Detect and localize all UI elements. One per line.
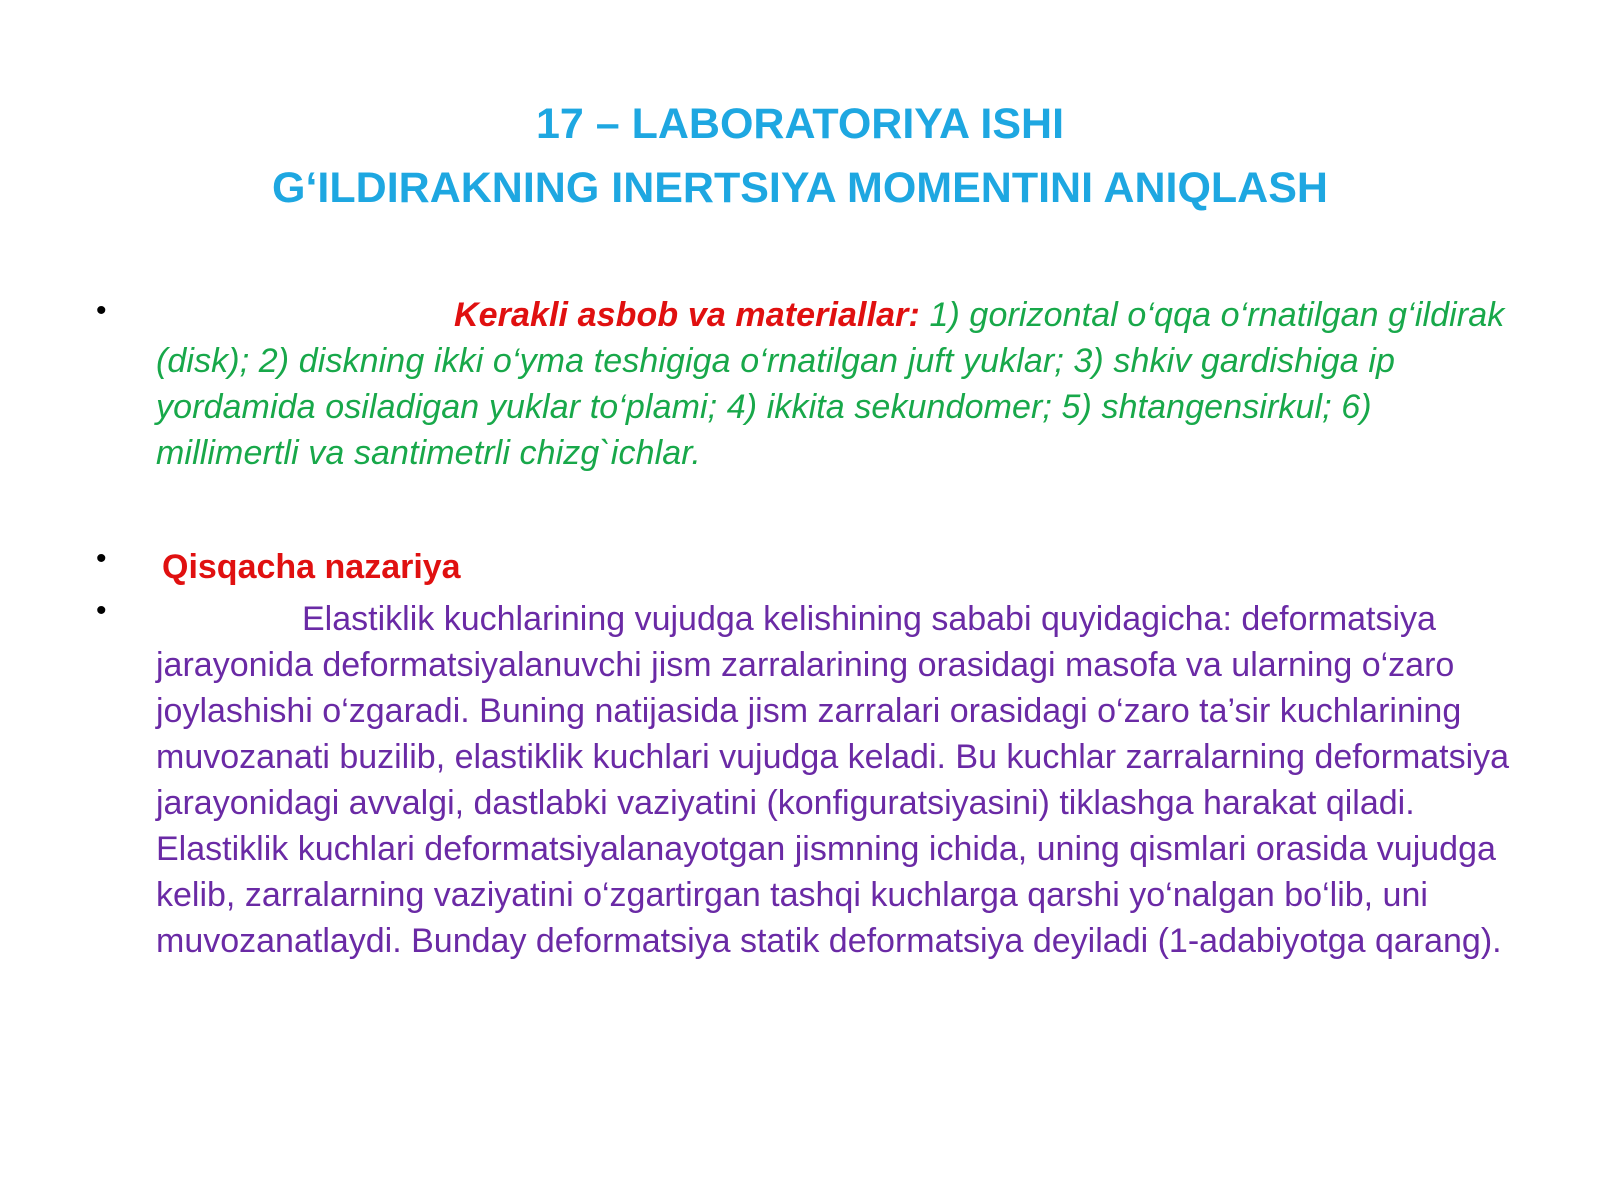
materials-paragraph bbox=[156, 292, 1516, 476]
materials-label: Kerakli asbob va materiallar: bbox=[454, 296, 920, 334]
bullet-marker: • bbox=[96, 594, 107, 627]
bullet-marker: • bbox=[96, 294, 107, 327]
title-line-2: G‘ILDIRAKNING INERTSIYA MOMENTINI ANIQLASH bbox=[272, 164, 1328, 212]
materials-text: 1) gorizontal o‘qqa o‘rnatilgan g‘ildirak (disk); 2) diskning ikki o‘yma teshigiga o‘rnatilgan juft yuklar; 3) shkiv gardishiga ip yordamida osiladigan yuklar to‘plami; 4) ikkita sekundomer; 5) shtangensirkul; 6) millimertli va santimetrli chizg`ichlar. bbox=[156, 296, 1505, 472]
theory-paragraph: Elastiklik kuchlarining vujudga kelishining sababi quyidagicha: deformatsiya jarayonida deformatsiyalanuvchi jism zarralarining orasidagi masofa va ularning o‘zaro joylashishi o‘zgaradi. Buning natijasida jism zarralari orasidagi o‘zaro ta’sir kuchlarining muvozanati buzilib, elastiklik kuchlari vujudga keladi. Bu kuchlar zarralarning deformatsiya jarayonidagi avvalgi, dastlabki vaziyatini (konfiguratsiyasini) tiklashga harakat qiladi. Elastiklik kuchlari deformatsiyalanayotgan jismning ichida, uning qismlari orasida vujudga kelib, zarralarning vaziyatini o‘zgartirgan tashqi kuchlarga qarshi yo‘nalgan bo‘lib, uni muvozanatlaydi. Bunday deformatsiya statik deformatsiya deyiladi (1-adabiyotga qarang). bbox=[156, 600, 1510, 960]
theory-heading: Qisqacha nazariya bbox=[162, 548, 461, 586]
title-line-1: 17 – LABORATORIYA ISHI bbox=[535, 100, 1065, 148]
slide-title bbox=[0, 92, 1600, 220]
bullet-marker: • bbox=[96, 542, 107, 575]
